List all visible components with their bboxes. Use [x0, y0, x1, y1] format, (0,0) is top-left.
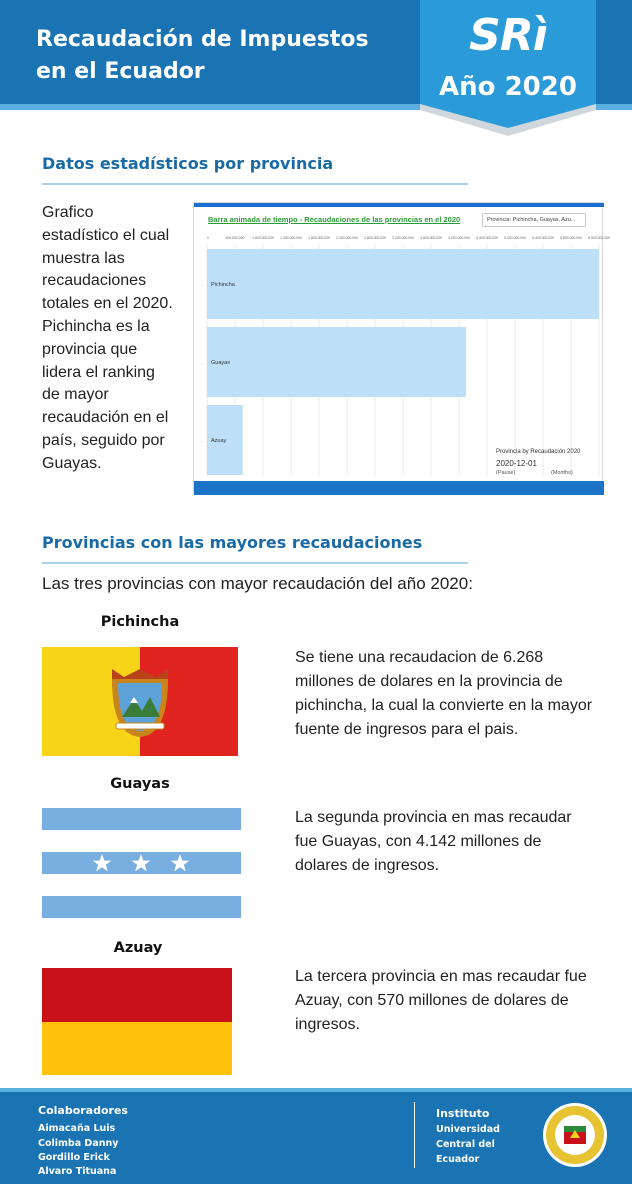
page-title — [36, 24, 396, 88]
chart-category-tick: - — [202, 360, 204, 365]
chart-category-label: Guayas — [211, 360, 230, 366]
collaborators-heading: Colaboradores — [38, 1104, 128, 1117]
chart-x-tick-label: 1,800,000,000 — [308, 236, 330, 240]
chart-x-tick-label: 2,400,000,000 — [336, 236, 358, 240]
chart-plot — [194, 203, 610, 481]
chart-category-tick: - — [202, 438, 204, 443]
institute-line: Ecuador — [436, 1154, 480, 1165]
chart-x-tick-label: 5,800,000,000 — [560, 236, 582, 240]
chart-description-p1: Grafico estadístico el cual muestra las recaudaciones totales en el 2020. — [42, 204, 173, 313]
chart-bar — [207, 327, 466, 397]
section-rule — [42, 183, 468, 185]
institute-line: Central del — [436, 1139, 495, 1150]
chart-x-tick-label: 5,000,000,000 — [504, 236, 526, 240]
province-name-guayas: Guayas — [110, 776, 170, 792]
chart-bottom-bar — [194, 481, 604, 495]
collaborator-name: Aimacaña Luis — [38, 1123, 116, 1134]
pause-button[interactable]: (Pause) — [496, 470, 516, 476]
chart-x-tick-label: 5,400,000,000 — [532, 236, 554, 240]
collaborator-name: Colimba Danny — [38, 1138, 119, 1149]
institute-line: Universidad — [436, 1124, 500, 1135]
chart-x-tick-label: 6,000,000,000 — [588, 236, 610, 240]
azuay-flag — [42, 968, 232, 1075]
sri-badge — [420, 0, 596, 136]
guayas-flag — [42, 808, 241, 918]
chart-x-tick-label: 2,800,000,000 — [364, 236, 386, 240]
province-name-pichincha: Pichincha — [100, 614, 180, 630]
province-text-guayas: La segunda provincia en mas recaudar fue Guayas, con 4.142 millones de dolares de ingresos. — [295, 809, 572, 874]
province-name-azuay: Azuay — [113, 940, 163, 956]
footer-divider — [414, 1102, 415, 1168]
chart-x-tick-label: 1,000,000,000 — [252, 236, 274, 240]
pichincha-flag — [42, 647, 238, 756]
institute-heading: Instituto — [436, 1107, 490, 1120]
section-heading-top-provinces: Provincias con las mayores recaudaciones — [42, 533, 423, 552]
chart-x-tick-label: 3,200,000,000 — [392, 236, 414, 240]
year-label: Año 2020 — [439, 72, 577, 102]
chart-x-tick-label: 3,600,000,000 — [420, 236, 442, 240]
chart-rank-label: Provincia by Recaudación 2020 — [496, 449, 581, 455]
chart-category-label: Pichincha — [211, 282, 235, 288]
bar-chart-panel — [193, 202, 610, 494]
chart-category-label: Azuay — [211, 438, 227, 444]
chart-description-p2: Pichincha es la provincia que lidera el ranking de mayor recaudación en el país, seguido por Guayas. — [42, 317, 169, 472]
section-heading-stats: Datos estadísticos por provincia — [42, 154, 334, 173]
university-seal-icon — [542, 1102, 608, 1168]
pichincha-coat-of-arms-icon — [112, 669, 168, 737]
collaborator-name: Gordillo Erick — [38, 1152, 110, 1163]
chart-date-label: 2020-12-01 — [496, 459, 537, 468]
chart-x-tick-label: 4,000,000,000 — [448, 236, 470, 240]
section-rule-2 — [42, 562, 468, 564]
province-text-pichincha: Se tiene una recaudacion de 6.268 millones de dolares en la provincia de pichincha, la cual la convierte en la mayor fuente de ingresos para el pais. — [295, 649, 593, 738]
page-title-line2: en el Ecuador — [36, 59, 205, 84]
page-title-line1: Recaudación de Impuestos — [36, 27, 369, 52]
chart-x-tick-label: 1,400,000,000 — [280, 236, 302, 240]
collaborator-name: Alvaro Tituana — [38, 1166, 117, 1177]
provinces-intro: Las tres provincias con mayor recaudación del año 2020: — [42, 574, 473, 593]
province-filter-dropdown[interactable]: Provincia: Pichincha, Guayas, Azu... — [482, 213, 586, 227]
chart-category-tick: - — [202, 282, 204, 287]
chart-x-tick-label: 400,000,000 — [225, 236, 245, 240]
sri-logo: SRì — [469, 10, 547, 61]
province-text-azuay: La tercera provincia en mas recaudar fue Azuay, con 570 millones de dolares de ingresos. — [295, 968, 587, 1033]
chart-x-tick-label: 4,400,000,000 — [476, 236, 498, 240]
chart-bar — [207, 249, 599, 319]
chart-title: Barra animada de tiempo - Recaudaciones de las provincias en el 2020 — [208, 215, 461, 224]
months-control[interactable]: (Months) — [551, 470, 573, 476]
chart-x-tick-label: 0 — [207, 236, 209, 240]
chart-description — [42, 202, 174, 476]
